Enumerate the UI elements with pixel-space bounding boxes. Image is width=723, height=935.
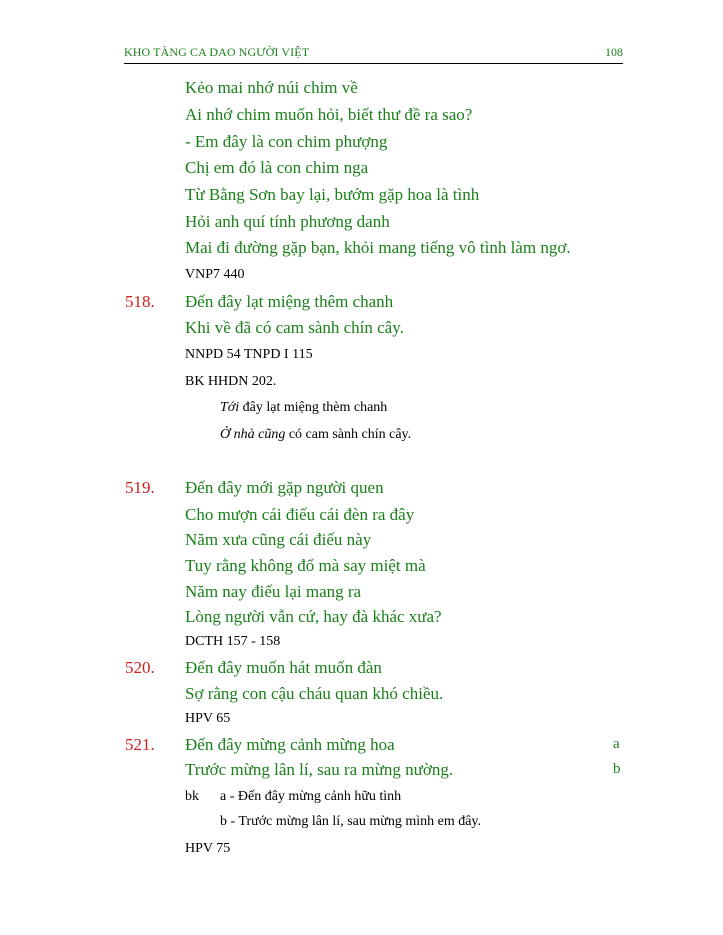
verse-line: Trước mừng lân lí, sau ra mừng nường. bbox=[185, 760, 454, 779]
source-citation: HPV 75 bbox=[185, 841, 231, 856]
verse-line: Lòng người vẫn cứ, hay đà khác xưa? bbox=[185, 607, 442, 626]
verse-line: Kẻo mai nhớ núi chim về bbox=[185, 78, 358, 97]
verse-line: Đến đây lạt miệng thêm chanh bbox=[185, 292, 394, 311]
source-citation: DCTH 157 - 158 bbox=[185, 634, 281, 649]
verse-line: Mai đi đường gặp bạn, khỏi mang tiếng vô tình làm ngơ. bbox=[185, 238, 571, 257]
line-marker: a bbox=[613, 736, 620, 752]
verse-line: Chị em đó là con chim nga bbox=[185, 158, 369, 177]
variant-emphasis: Tới bbox=[220, 400, 240, 415]
verse-line: Đến đây mừng cảnh mừng hoa bbox=[185, 735, 395, 754]
verse-line: - Em đây là con chim phượng bbox=[185, 132, 388, 151]
variant-text: có cam sành chín cây. bbox=[285, 427, 412, 442]
entry-number: 519. bbox=[125, 478, 155, 497]
entry-number: 520. bbox=[125, 658, 155, 677]
verse-line: Từ Bằng Sơn bay lại, bướm gặp hoa là tình bbox=[185, 185, 480, 204]
line-marker: b bbox=[613, 761, 621, 777]
verse-line: Cho mượn cái điếu cái đèn ra đây bbox=[185, 505, 415, 524]
verse-line: Tuy rằng không đổ mà say miệt mà bbox=[185, 556, 426, 575]
variant-text: đây lạt miệng thèm chanh bbox=[239, 400, 388, 415]
source-citation: BK HHDN 202. bbox=[185, 374, 277, 389]
verse-line: Năm xưa cũng cái điếu này bbox=[185, 530, 372, 549]
variant-line: b - Trước mừng lân lí, sau mừng mình em đây. bbox=[220, 814, 482, 829]
variant-line bbox=[220, 400, 387, 416]
variant-line: a - Đến đây mừng cảnh hữu tình bbox=[220, 789, 402, 804]
header-rule bbox=[124, 63, 623, 64]
verse-line: Đến đây mới gặp người quen bbox=[185, 478, 384, 497]
page-header bbox=[124, 45, 623, 63]
source-citation: NNPD 54 TNPD I 115 bbox=[185, 347, 313, 362]
source-citation: HPV 65 bbox=[185, 711, 231, 726]
verse-line: Khi về đã có cam sành chín cây. bbox=[185, 318, 404, 337]
variant-line bbox=[220, 427, 411, 443]
page-number: 108 bbox=[605, 45, 623, 59]
entry-number: 518. bbox=[125, 292, 155, 311]
book-title: KHO TÀNG CA DAO NGƯỜI VIỆT bbox=[124, 45, 310, 59]
verse-line: Năm nay điếu lại mang ra bbox=[185, 582, 362, 601]
entry-number: 521. bbox=[125, 735, 155, 754]
bk-label: bk bbox=[185, 789, 199, 804]
variant-emphasis: Ở nhà cũng bbox=[220, 427, 286, 442]
verse-line: Sợ rằng con cậu cháu quan khó chiều. bbox=[185, 684, 444, 703]
source-citation: VNP7 440 bbox=[185, 267, 245, 282]
verse-line: Ai nhớ chim muốn hỏi, biết thư đề ra sao? bbox=[185, 105, 473, 124]
verse-line: Hỏi anh quí tính phương danh bbox=[185, 212, 390, 231]
verse-line: Đến đây muốn hát muốn đàn bbox=[185, 658, 382, 677]
